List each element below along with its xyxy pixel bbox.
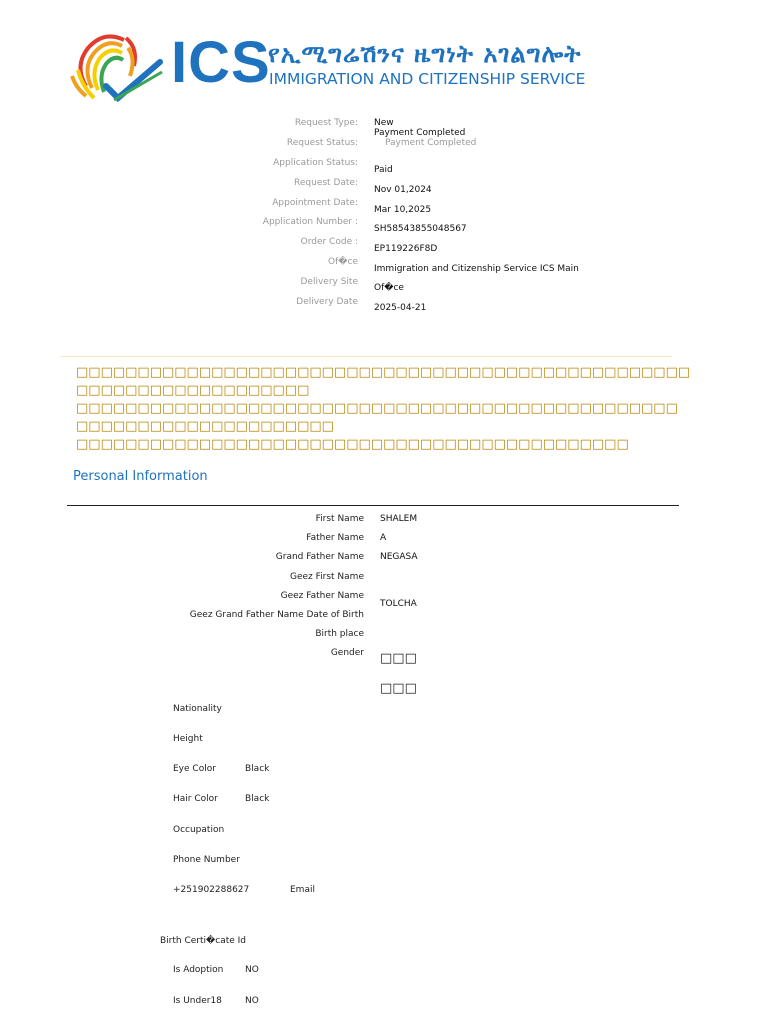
label-request-type: Request Type: (294, 118, 358, 128)
value-box-2: □□□ (380, 681, 417, 696)
value-grand-father-name: NEGASA (380, 552, 418, 562)
value-payment-status: Payment Completed (374, 128, 466, 138)
value-application-number: SH58543855048567 (374, 224, 467, 234)
value-application-status: Paid (374, 165, 393, 175)
label-birth-place: Birth place (315, 629, 364, 639)
value-is-adoption: NO (245, 965, 259, 975)
section-divider (67, 505, 679, 506)
value-phone: +251902288627 (173, 885, 250, 895)
ics-logo-mark (66, 26, 166, 108)
value-appointment-date: Mar 10,2025 (374, 205, 432, 215)
label-occupation: Occupation (173, 825, 225, 835)
value-first-name: SHALEM (380, 514, 418, 524)
label-request-status: Request Status: (286, 138, 358, 148)
notice-divider (60, 356, 672, 357)
label-geez-father-name: Geez Father Name (280, 591, 364, 601)
label-geez-grand-father-dob: Geez Grand Father Name Date of Birth (189, 610, 364, 620)
label-phone-number: Phone Number (173, 855, 240, 865)
label-grand-father-name: Grand Father Name (275, 552, 364, 562)
label-first-name: First Name (315, 514, 364, 524)
label-delivery-date: Delivery Date (296, 297, 358, 307)
logo-english-name: IMMIGRATION AND CITIZENSHIP SERVICE (269, 70, 586, 88)
label-delivery-site: Delivery Site (300, 277, 358, 287)
label-birth-certificate-id: Birth Certi�cate Id (160, 936, 247, 946)
label-height: Height (173, 734, 203, 744)
value-request-type: New (374, 118, 394, 128)
value-office-line1: Immigration and Citizenship Service ICS Main (374, 264, 579, 274)
value-order-code: EP119226F8D (374, 244, 438, 254)
value-delivery-date: 2025-04-21 (374, 303, 427, 313)
label-application-status: Application Status: (273, 158, 358, 168)
label-geez-first-name: Geez First Name (290, 572, 364, 582)
value-payment-status-faint: Payment Completed (385, 138, 477, 148)
label-appointment-date: Appointment Date: (272, 198, 358, 208)
label-eye-color: Eye Color (173, 764, 216, 774)
label-office: Of�ce (328, 257, 358, 267)
logo-ics-text: ICS (171, 30, 271, 95)
value-office-line2: Of�ce (374, 283, 404, 293)
label-request-date: Request Date: (294, 178, 358, 188)
label-father-name: Father Name (306, 533, 364, 543)
value-box-1: □□□ (380, 651, 417, 666)
label-is-under18: Is Under18 (173, 996, 222, 1006)
logo-amharic-name: የኢሚግሬሽንና ዜግነት አገልግሎት (268, 40, 582, 68)
label-order-code: Order Code : (300, 237, 358, 247)
label-gender: Gender (330, 648, 364, 658)
value-request-date: Nov 01,2024 (374, 185, 432, 195)
value-is-under18: NO (245, 996, 259, 1006)
value-father-name: A (380, 533, 387, 543)
value-eye-color: Black (245, 764, 270, 774)
notice-text: □□□□□□□□□□□□□□□□□□□□□□□□□□□□□□□□□□□□□□□□□□□□□□□□□□ □□□□□□□□□□□□□□□□□□□ □□□□□□□□□□□□□□□□□□□□□□□□□□□□□□□□□□□□□□□□□□□□□□□□□ □□□□□□□□□□□□□□□□□□□□□ □□□□□□□□□□□□□□□□□□□□□□□□□□□□□□□□□□□□□□□□□□□□□ (76, 365, 691, 452)
label-email: Email (290, 885, 315, 895)
label-nationality: Nationality (173, 704, 222, 714)
value-hair-color: Black (245, 794, 270, 804)
label-application-number: Application Number : (262, 217, 358, 227)
value-geez-father-name: TOLCHA (380, 599, 417, 609)
section-title-personal-information: Personal Information (73, 469, 208, 484)
label-is-adoption: Is Adoption (173, 965, 224, 975)
label-hair-color: Hair Color (173, 794, 218, 804)
